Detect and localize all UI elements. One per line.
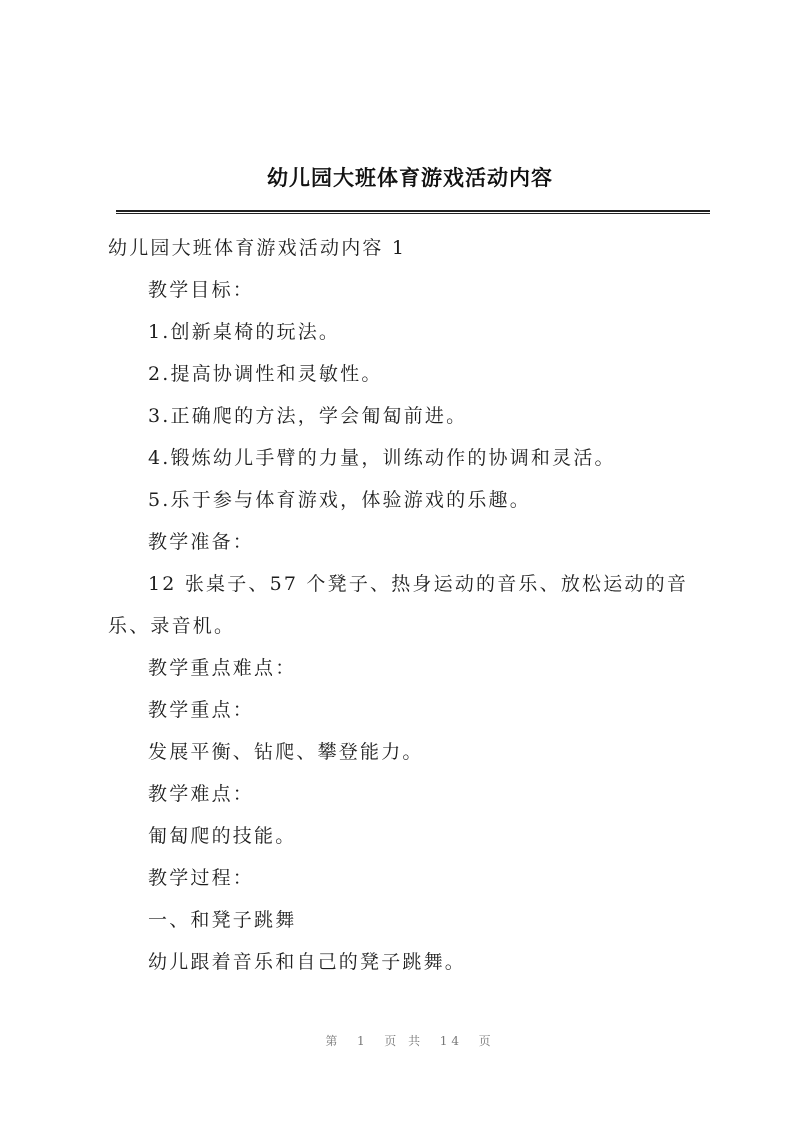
- paragraph-line: 教学目标：: [148, 279, 255, 301]
- section-heading: 幼儿园大班体育游戏活动内容 1: [108, 237, 407, 259]
- title-underline: [116, 210, 710, 214]
- paragraph-line: 教学过程：: [148, 867, 255, 889]
- page-title: 幼儿园大班体育游戏活动内容: [267, 165, 553, 190]
- paragraph-line: 2.提高协调性和灵敏性。: [148, 363, 383, 385]
- paragraph-line: 1.创新桌椅的玩法。: [148, 321, 341, 343]
- paragraph-line: 教学准备：: [148, 531, 255, 553]
- paragraph-line: 5.乐于参与体育游戏，体验游戏的乐趣。: [148, 489, 531, 511]
- paragraph-line: 一、和凳子跳舞: [148, 909, 297, 931]
- paragraph-line: 匍匐爬的技能。: [148, 825, 297, 847]
- paragraph-line: 3.正确爬的方法，学会匍匐前进。: [148, 405, 468, 427]
- paragraph-line: 幼儿跟着音乐和自己的凳子跳舞。: [148, 951, 467, 973]
- paragraph-line: 教学难点：: [148, 783, 255, 805]
- paragraph-line: 4.锻炼幼儿手臂的力量，训练动作的协调和灵活。: [148, 447, 616, 469]
- paragraph-line: 乐、录音机。: [108, 615, 236, 637]
- paragraph-line: 发展平衡、钻爬、攀登能力。: [148, 741, 424, 763]
- paragraph-line: 12 张桌子、57 个凳子、热身运动的音乐、放松运动的音: [148, 573, 689, 595]
- paragraph-line: 教学重点难点：: [148, 657, 297, 679]
- page-footer: 第 1 页 共 14 页: [325, 1034, 495, 1048]
- paragraph-line: 教学重点：: [148, 699, 255, 721]
